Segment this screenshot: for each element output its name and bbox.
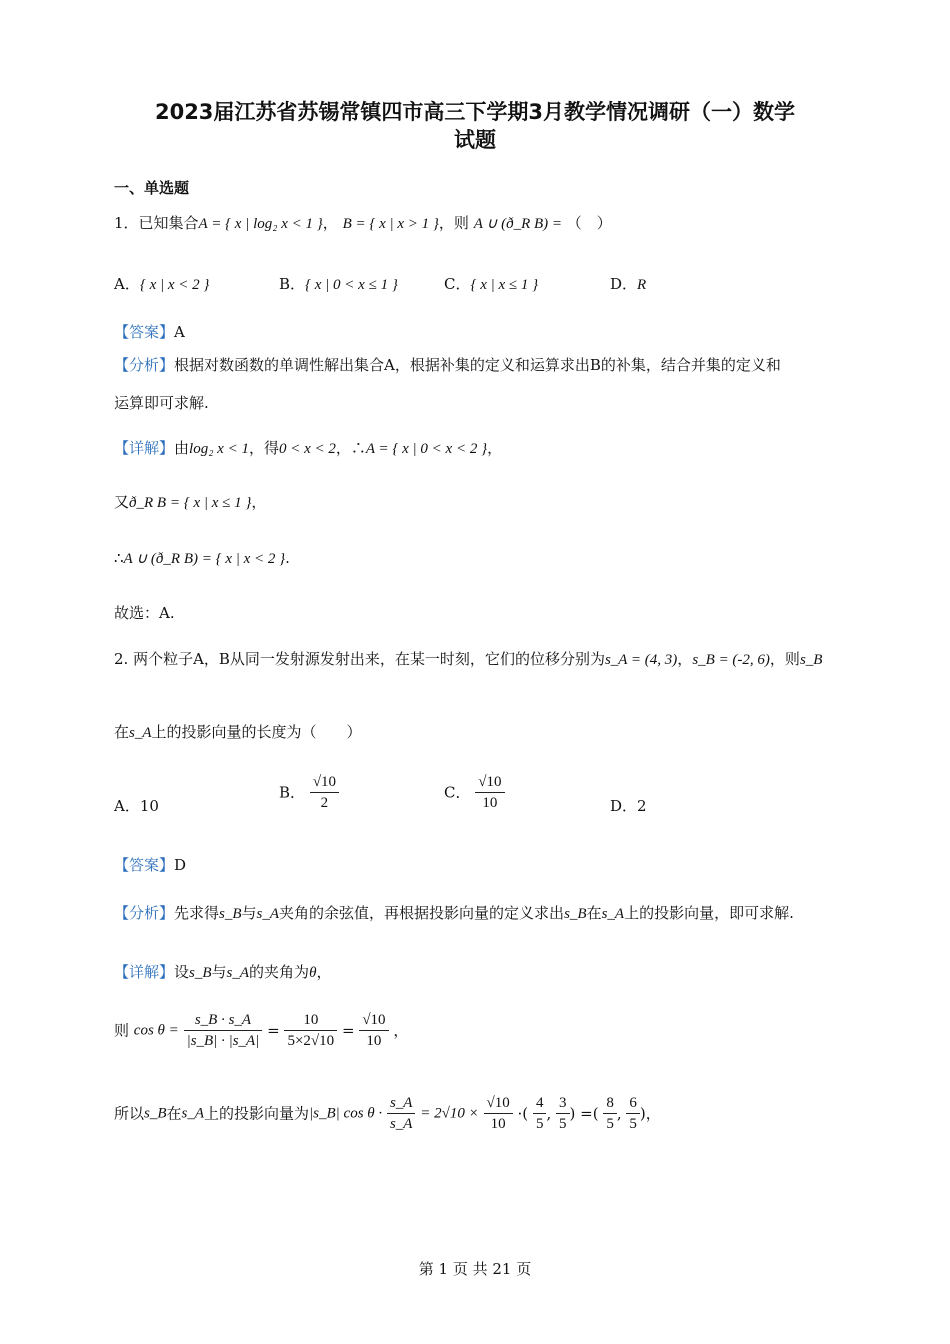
q2-option-b-den: 2: [320, 795, 329, 811]
q2-detail-line1: [114, 962, 331, 983]
q1-detail-line3: [114, 548, 290, 569]
q1-option-b-value: { x | 0 < x ≤ 1 }: [305, 277, 398, 293]
q2-an-d: 在: [586, 904, 602, 922]
q1-detail-text-a: 由: [174, 439, 190, 457]
q2-option-b-fraction: [310, 772, 339, 813]
q2-option-a-label: A．: [114, 797, 140, 815]
q2-d2-eq1: =: [267, 1021, 280, 1040]
q1-paren: （ ）: [566, 214, 612, 232]
q1-detail3-expr: A ∪ (ð_R B) = { x | x < 2 }: [123, 551, 286, 567]
q2-an-c: 夹角的余弦值，再根据投影向量的定义求出: [279, 904, 565, 922]
q2-d3-frac4-num: s_A: [387, 1093, 416, 1114]
q1-detail-line2: [114, 492, 266, 513]
q2-d2-frac3-num: √10: [359, 1010, 388, 1031]
q2-an-sa: s_A: [256, 906, 280, 922]
q2-option-b-num: √10: [310, 772, 339, 793]
q1-detail2-expr: ð_R B = { x | x ≤ 1 }: [129, 495, 252, 511]
q2-d1-sb: s_B: [189, 965, 212, 981]
q2-d2-frac1-den: |s_B| · |s_A|: [186, 1033, 260, 1049]
q2-d2-frac2-den: 5×2√10: [287, 1033, 335, 1049]
q2-d3-frac5: [484, 1093, 513, 1134]
q1-detail3-text-b: .: [285, 549, 290, 567]
q2-d1-a: 设: [174, 963, 190, 981]
q1-set-b: B = { x | x > 1 }: [342, 216, 439, 232]
q2-d3-frac5-num: √10: [484, 1093, 513, 1114]
q2-option-c-num: √10: [475, 772, 504, 793]
q2-d3-eq: =: [580, 1104, 593, 1123]
q2-d2-cos: cos θ =: [133, 1022, 179, 1039]
q2-d3-frac7-den: 5: [559, 1116, 567, 1132]
q2-d3-a: 所以: [114, 1104, 145, 1123]
q2-d3-frac8-num: 8: [603, 1093, 617, 1114]
q2-sb-value: s_B = (-2, 6): [692, 652, 770, 668]
q2-an-sb: s_B: [219, 906, 242, 922]
q2-d3-frac7: [556, 1093, 570, 1134]
q2-stem-text: 2. 两个粒子A，B从同一发射源发射出来，在某一时刻，它们的位移分别为: [114, 650, 605, 668]
q2-option-a-value: 10: [139, 797, 159, 815]
doc-title-line2: 试题: [454, 128, 496, 152]
q1-option-c: [444, 274, 538, 295]
q2-d1-theta: θ: [309, 965, 317, 981]
q2-sb: s_B: [799, 652, 823, 668]
q2-stem2-text-a: 在: [114, 723, 130, 741]
q1-analysis-line2: 运算即可求解.: [114, 394, 209, 412]
q2-option-c-fraction: [475, 772, 504, 813]
q2-d3-c: 上的投影向量为: [204, 1104, 310, 1123]
q1-option-b-label: B．: [279, 275, 306, 293]
q2-an-a: 先求得: [174, 904, 220, 922]
q2-d3-frac9: [626, 1093, 640, 1134]
q2-d3-frac6-num: 4: [533, 1093, 547, 1114]
q1-option-b: [279, 274, 398, 295]
q2-detail-line3: 所以s_B在s_A上的投影向量为|s_B| cos θ · $\frac{s\_A}{s\_A}$ = 2√10 × $\frac{√10}{10}$ ·( $\frac{4}{5}$ , $\frac{3}{5}$ ) =( $\frac{8}{5}$ , $\frac{6}{5}$ )，: [114, 1095, 661, 1132]
q1-choose: 故选：A.: [114, 604, 175, 622]
q2-stem2-text-b: 上的投影向量的长度为（ ）: [151, 723, 362, 741]
q2-d2-frac2-num: 10: [284, 1010, 337, 1031]
q1-option-a: [114, 274, 209, 295]
q2-stem-line2: [114, 722, 362, 743]
q2-option-b-label: B．: [279, 783, 306, 802]
q2-d3-frac8: [603, 1093, 617, 1134]
q1-stem: [114, 213, 612, 234]
q1-detail-text-b: ，得: [248, 439, 279, 457]
q2-d2-frac3: [359, 1010, 388, 1051]
q2-an-sb2: s_B: [564, 906, 587, 922]
q2-option-a: [114, 796, 159, 816]
q1-option-a-label: A．: [114, 275, 140, 293]
q2-d2-frac3-den: 10: [366, 1033, 382, 1049]
q2-d3-frac9-den: 5: [629, 1116, 637, 1132]
q2-option-c: [444, 772, 505, 813]
q2-then: ，则: [769, 650, 800, 668]
q2-option-c-label: C．: [444, 783, 471, 802]
page-footer: 第 1 页 共 21 页: [418, 1260, 532, 1278]
q1-detail-expr3: A = { x | 0 < x < 2 }: [365, 441, 488, 457]
q2-analysis-tag: 【分析】: [114, 904, 175, 922]
q2-option-d-value: 2: [637, 797, 647, 815]
q1-answer: [114, 322, 185, 342]
q2-an-e: 上的投影向量，即可求解.: [624, 904, 794, 922]
q2-d3-frac4-den: s_A: [389, 1116, 413, 1132]
q2-option-d: [610, 796, 647, 816]
q1-expr: A ∪ (ð_R B) =: [473, 216, 563, 232]
q1-option-c-value: { x | x ≤ 1 }: [470, 277, 539, 293]
q1-answer-value: A: [174, 323, 185, 341]
q2-d3-sb: s_B: [144, 1105, 167, 1122]
q2-d3-expr2: = 2√10 ×: [420, 1105, 479, 1122]
q1-detail-expr1: log₂ x < 1: [189, 441, 249, 457]
q1-set-a: A = { x | log₂ x < 1 }: [198, 216, 323, 232]
q2-d2-end: ，: [393, 1021, 409, 1040]
q2-comma: ，: [677, 650, 693, 668]
q2-d3-sa: s_A: [181, 1105, 205, 1122]
q1-option-d-value: R: [637, 277, 647, 293]
q2-option-c-den: 10: [482, 795, 498, 811]
q2-analysis: [114, 903, 794, 924]
q2-d1-sa: s_A: [226, 965, 250, 981]
q2-answer: [114, 855, 186, 875]
q2-sa-value: s_A = (4, 3): [604, 652, 678, 668]
q2-d3-dot: ·: [517, 1104, 523, 1123]
section-heading: 一、单选题: [114, 179, 190, 197]
q1-option-a-value: { x | x < 2 }: [139, 277, 210, 293]
q2-option-d-label: D．: [610, 797, 638, 815]
q1-comma: ，: [322, 214, 338, 232]
q2-d3-frac9-num: 6: [626, 1093, 640, 1114]
q2-d2-frac1-num: s_B · s_A: [184, 1010, 263, 1031]
q1-detail-text-c: ，∴: [335, 439, 366, 457]
q2-an-sa2: s_A: [601, 906, 625, 922]
q1-detail2-text-a: 又: [114, 493, 130, 511]
q1-detail-expr2: 0 < x < 2: [278, 441, 336, 457]
q2-sa: s_A: [129, 725, 152, 741]
q1-analysis-tag: 【分析】: [114, 356, 175, 374]
q2-an-b: 与: [241, 904, 257, 922]
q2-d3-b: 在: [166, 1104, 182, 1123]
q1-detail-tag: 【详解】: [114, 439, 175, 457]
q2-d3-frac8-den: 5: [606, 1116, 614, 1132]
q2-d2-frac1: [184, 1010, 263, 1051]
q1-then: ，则: [438, 214, 469, 232]
q2-d1-d: ，: [316, 963, 332, 981]
q1-detail2-text-b: ，: [251, 493, 267, 511]
q1-detail-text-d: ，: [487, 439, 503, 457]
q1-analysis: [114, 355, 781, 375]
q2-option-b: [279, 772, 339, 813]
q2-d3-frac6: [533, 1093, 547, 1134]
q2-d3-frac4: [387, 1093, 416, 1134]
q1-option-d: [610, 274, 646, 295]
q2-answer-tag: 【答案】: [114, 856, 175, 874]
q1-stem-text: 1．已知集合: [114, 214, 199, 232]
q2-d3-expr1: |s_B| cos θ ·: [309, 1105, 383, 1122]
q1-detail-line1: [114, 438, 502, 459]
doc-title-line1: 2023届江苏省苏锡常镇四市高三下学期3月教学情况调研（一）数学: [154, 100, 796, 124]
q2-detail-line2: [114, 1010, 408, 1051]
q2-answer-value: D: [174, 856, 187, 874]
q1-analysis-line1: 根据对数函数的单调性解出集合A，根据补集的定义和运算求出B的补集，结合并集的定义和: [174, 356, 781, 374]
q2-d3-frac6-den: 5: [535, 1116, 544, 1132]
q2-d1-b: 与: [211, 963, 227, 981]
q1-option-d-label: D．: [610, 275, 638, 293]
q1-answer-tag: 【答案】: [114, 323, 175, 341]
q2-d2-a: 则: [114, 1021, 130, 1040]
q2-d3-frac7-num: 3: [556, 1093, 570, 1114]
q2-d2-frac2: [284, 1010, 337, 1051]
q2-detail-tag: 【详解】: [114, 963, 175, 981]
q2-d3-end: ，: [645, 1104, 661, 1123]
q1-option-c-label: C．: [444, 275, 471, 293]
q2-d3-frac5-den: 10: [490, 1116, 506, 1132]
q1-detail3-text-a: ∴: [114, 549, 124, 567]
q2-stem-line1: [114, 649, 822, 670]
q2-d1-c: 的夹角为: [249, 963, 310, 981]
q2-d2-eq2: =: [341, 1021, 355, 1040]
